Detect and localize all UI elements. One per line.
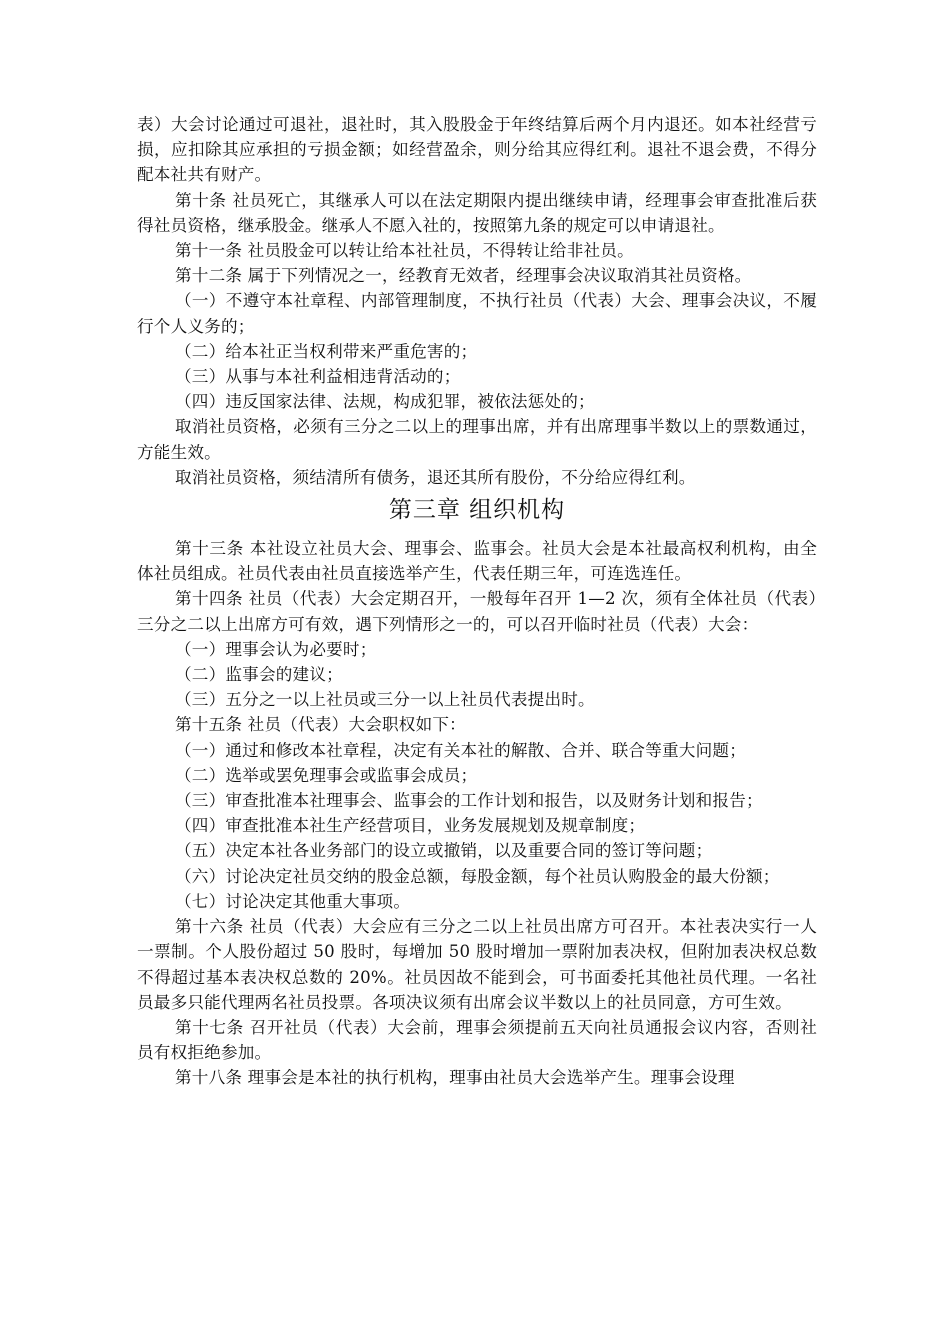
article-15-item-3: （三）审查批准本社理事会、监事会的工作计划和报告，以及财务计划和报告； [175,791,763,811]
article-12-settlement-rule: 取消社员资格，须结清所有债务，退还其所有股份，不分给应得红利。 [175,467,696,487]
article-11: 第十一条 社员股金可以转让给本社社员，不得转让给非社员。 [175,241,634,261]
article-10: 第十条 社员死亡，其继承人可以在法定期限内提出继续申请，经理事会审查批准后获得社员资格，继承股金。继承人不愿入社的，按照第九条的规定可以申请退社。 [137,190,817,235]
article-15-item-2: （二）选举或罢免理事会或监事会成员； [175,765,478,785]
article-12-item-4: （四）违反国家法律、法规，构成犯罪，被依法惩处的； [175,392,595,412]
article-15-item-5: （五）决定本社各业务部门的设立或撤销，以及重要合同的签订等问题； [175,841,713,861]
article-15-item-1: （一）通过和修改本社章程，决定有关本社的解散、合并、联合等重大问题； [175,740,746,760]
article-15: 第十五条 社员（代表）大会职权如下： [175,715,466,735]
article-14-item-1: （一）理事会认为必要时； [175,639,377,659]
document-body [137,112,817,1091]
article-12-item-2: （二）给本社正当权利带来严重危害的； [175,341,478,361]
article-14-item-3: （三）五分之一以上社员或三分一以上社员代表提出时。 [175,690,595,710]
article-14-item-2: （二）监事会的建议； [175,665,343,685]
article-13: 第十三条 本社设立社员大会、理事会、监事会。社员大会是本社最高权利机构，由全体社员组成。社员代表由社员直接选举产生，代表任期三年，可连选连任。 [137,539,817,584]
article-18: 第十八条 理事会是本社的执行机构，理事由社员大会选举产生。理事会设理 [175,1068,735,1088]
article-12-voting-rule: 取消社员资格，必须有三分之二以上的理事出席，并有出席理事半数以上的票数通过，方能生效。 [137,417,817,462]
chapter-heading: 第三章 组织机构 [388,497,566,524]
article-15-item-7: （七）讨论决定其他重大事项。 [175,891,411,911]
article-16: 第十六条 社员（代表）大会应有三分之二以上社员出席方可召开。本社表决实行一人一票制。个人股份超过 50 股时，每增加 50 股时增加一票附加表决权，但附加表决权总数不得超过基本表决权总数的 20%。社员因故不能到会，可书面委托其他社员代理。一名社员最多只能代理两名社员投票。各项决议须有出席会议半数以上的社员同意，方可生效。 [137,917,817,1012]
article-15-item-6: （六）讨论决定社员交纳的股金总额，每股金额，每个社员认购股金的最大份额； [175,866,780,886]
article-14: 第十四条 社员（代表）大会定期召开，一般每年召开 1—2 次，须有全体社员（代表）三分之二以上出席方可有效，遇下列情形之一的，可以召开临时社员（代表）大会： [137,589,817,634]
article-17: 第十七条 召开社员（代表）大会前，理事会须提前五天向社员通报会议内容，否则社员有权拒绝参加。 [137,1017,817,1063]
article-12-item-1: （一）不遵守本社章程、内部管理制度，不执行社员（代表）大会、理事会决议，不履行个人义务的； [137,291,817,336]
article-12: 第十二条 属于下列情况之一，经教育无效者，经理事会决议取消其社员资格。 [175,266,752,286]
article-15-item-4: （四）审查批准本社生产经营项目，业务发展规划及规章制度； [175,816,646,836]
article-12-item-3: （三）从事与本社利益相违背活动的； [175,367,461,387]
paragraph-withdrawal-continued: 表）大会讨论通过可退社，退社时，其入股股金于年终结算后两个月内退还。如本社经营亏损，应扣除其应承担的亏损金额；如经营盈余，则分给其应得红利。退社不退会费，不得分配本社共有财产。 [137,115,817,185]
